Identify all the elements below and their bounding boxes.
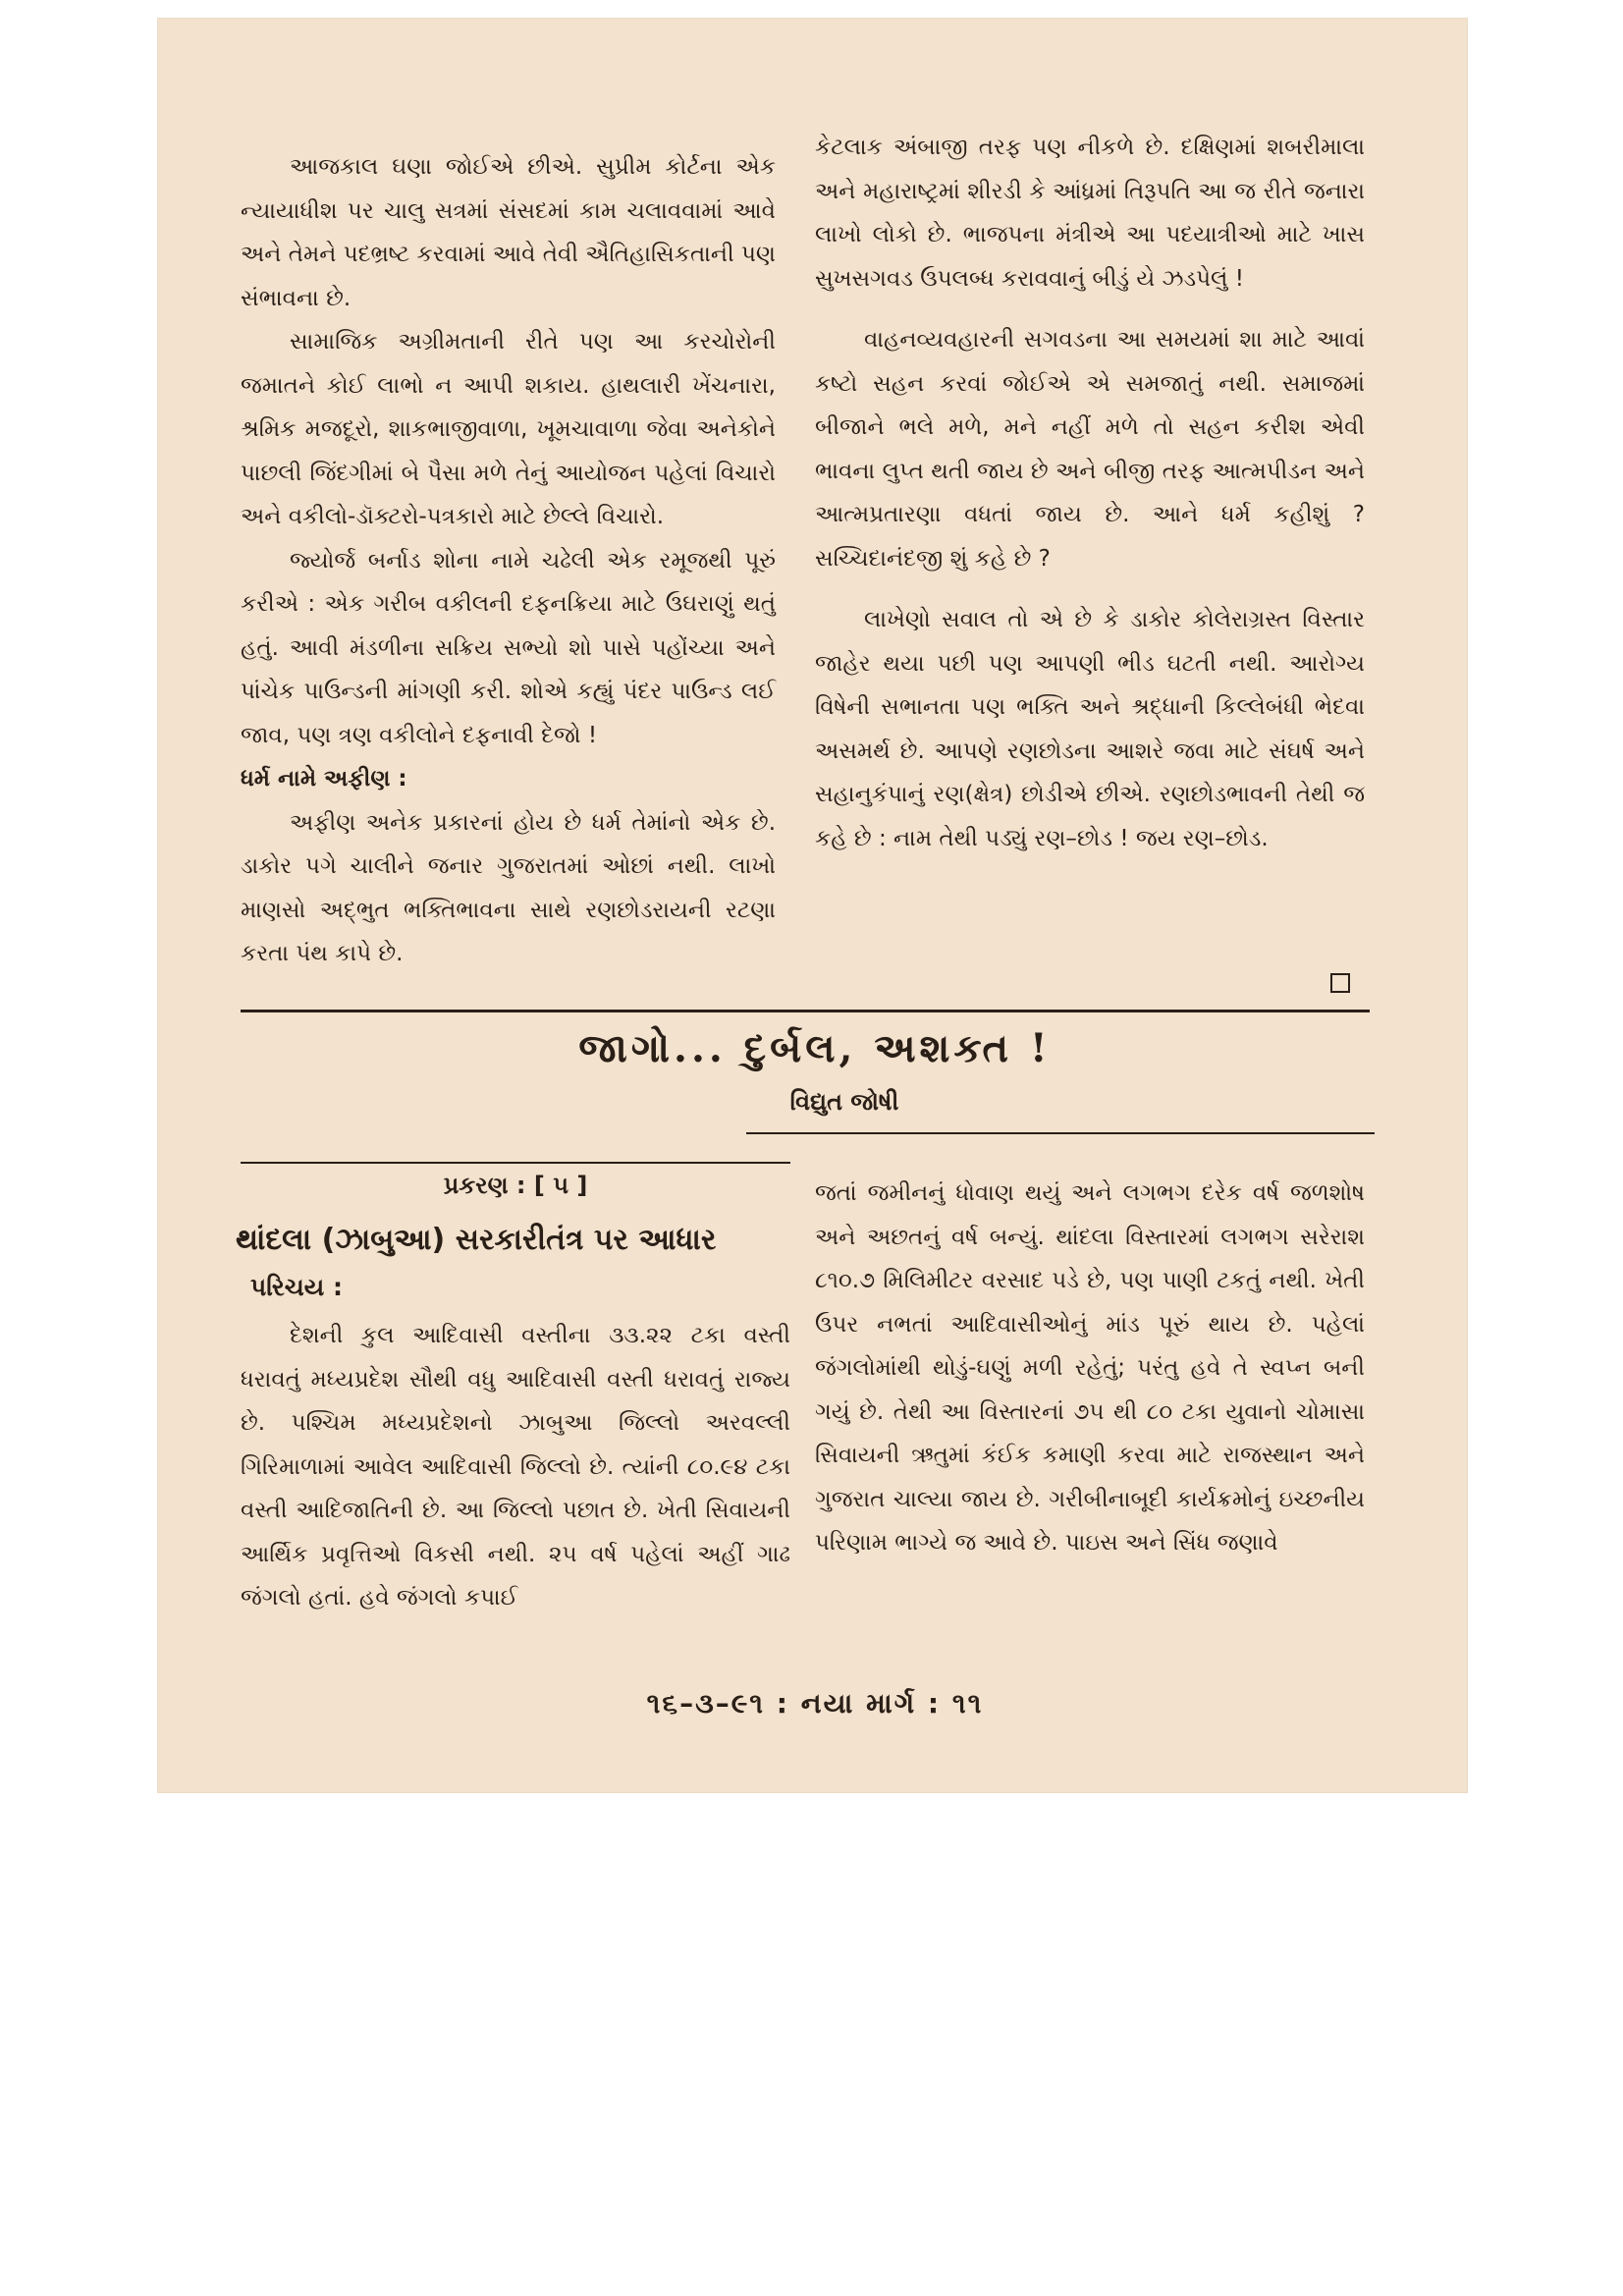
top-left-column [241,145,776,976]
page-footer: ૧૬–૩–૯૧ : નયા માર્ગ : ૧૧ [646,1687,984,1720]
paragraph: અફીણ અનેક પ્રકારનાં હોય છે ધર્મ તેમાંનો એક છે. ડાકોર પગે ચાલીને જનાર ગુજરાતમાં ઓછાં નથી. લાખો માણસો અદ્ભુત ભક્તિભાવના સાથે રણછોડરાયની રટણા કરતા પંથ કાપે છે. [241,809,776,966]
divider-chapter [241,1162,790,1164]
paragraph: આજકાલ ઘણા જોઈએ છીએ. સુપ્રીમ કોર્ટના એક ન્યાયાધીશ પર ચાલુ સત્રમાં સંસદમાં કામ ચલાવવામાં આવે અને તેમને પદભ્રષ્ટ કરવામાં આવે તેવી ઐતિહાસિકતાની પણ સંભાવના છે. [241,154,776,311]
bottom-right-column [815,1172,1365,1565]
article-title: જાગો... દુર્બલ, અશક્ત ! [578,1025,1052,1071]
paragraph: સામાજિક અગ્રીમતાની રીતે પણ આ કરચોરોની જમાતને કોઈ લાભો ન આપી શકાય. હાથલારી ખેંચનારા, શ્રમિક મજદૂરો, શાકભાજીવાળા, ખૂમચાવાળા જેવા અનેકોને પાછલી જિંદગીમાં બે પૈસા મળે તેનું આયોજન પહેલાં વિચારો અને વકીલો-ડૉક્ટરો-પત્રકારો માટે છેલ્લે વિચારો. [241,329,776,529]
paragraph: લાખેણો સવાલ તો એ છે કે ડાકોર કોલેરાગ્રસ્ત વિસ્તાર જાહેર થયા પછી પણ આપણી ભીડ ઘટતી નથી. આરોગ્ય વિષેની સભાનતા પણ ભક્તિ અને શ્રદ્ધાની કિલ્લેબંધી ભેદવા અસમર્થ છે. આપણે રણછોડના આશરે જવા માટે સંઘર્ષ અને સહાનુકંપાનું રણ(ક્ષેત્ર) છોડીએ છીએ. રણછોડભાવની તેથી જ કહે છે : નામ તેથી પડ્યું રણ–છોડ ! જય રણ–છોડ. [815,607,1365,851]
scanned-page [157,18,1468,1793]
intro-label: પરિચય : [250,1273,343,1301]
paragraph: કેટલાક અંબાજી તરફ પણ નીકળે છે. દક્ષિણમાં શબરીમાલા અને મહારાષ્ટ્રમાં શીરડી કે આંધ્રમાં તિરૂપતિ આ જ રીતે જનારા લાખો લોકો છે. ભાજપના મંત્રીએ આ પદયાત્રીઓ માટે ખાસ સુખસગવડ ઉપલબ્ધ કરાવવાનું બીડું યે ઝડપેલું ! [815,135,1365,292]
divider-top [241,1010,1370,1012]
section-heading: ધર્મ નામે અફીણ : [241,766,407,792]
paragraph: વાહનવ્યવહારની સગવડના આ સમયમાં શા માટે આવાં કષ્ટો સહન કરવાં જોઈએ એ સમજાતું નથી. સમાજમાં બીજાને ભલે મળે, મને નહીં મળે તો સહન કરીશ એવી ભાવના લુપ્ત થતી જાય છે અને બીજી તરફ આત્મપીડન અને આત્મપ્રતારણા વધતાં જાય છે. આને ધર્મ કહીશું ? સચ્ચિદાનંદજી શું કહે છે ? [815,327,1365,572]
paragraph: દેશની કુલ આદિવાસી વસ્તીના ૩૩.૨૨ ટકા વસ્તી ધરાવતું મધ્યપ્રદેશ સૌથી વધુ આદિવાસી વસ્તી ધરાવતું રાજ્ય છે. પશ્ચિમ મધ્યપ્રદેશનો ઝાબુઆ જિલ્લો અરવલ્લી ગિરિમાળામાં આવેલ આદિવાસી જિલ્લો છે. ત્યાંની ૮૦.૯૪ ટકા વસ્તી આદિજાતિની છે. આ જિલ્લો પછાત છે. ખેતી સિવાયની આર્થિક પ્રવૃત્તિઓ વિકસી નથી. ૨૫ વર્ષ પહેલાં અહીં ગાઢ જંગલો હતાં. હવે જંગલો કપાઈ [241,1323,790,1611]
bottom-left-column [241,1314,790,1620]
paragraph: જતાં જમીનનું ધોવાણ થયું અને લગભગ દરેક વર્ષ જળશોષ અને અછતનું વર્ષ બન્યું. થાંદલા વિસ્તારમાં લગભગ સરેરાશ ૮૧૦.૭ મિલિમીટર વરસાદ પડે છે, પણ પાણી ટકતું નથી. ખેતી ઉપર નભતાં આદિવાસીઓનું માંડ પૂરું થાય છે. પહેલાં જંગલોમાંથી થોડું-ઘણું મળી રહેતું; પરંતુ હવે તે સ્વપ્ન બની ગયું છે. તેથી આ વિસ્તારનાં ૭૫ થી ૮૦ ટકા યુવાનો ચોમાસા સિવાયની ઋતુમાં કંઈક કમાણી કરવા માટે રાજસ્થાન અને ગુજરાત ચાલ્યા જાય છે. ગરીબીનાબૂદી કાર્યક્રમોનું ઇચ્છનીય પરિણામ ભાગ્યે જ આવે છે. પાઇસ અને સિંધ જણાવે [815,1180,1365,1556]
paragraph: જ્યોર્જ બર્નાડ શોના નામે ચઢેલી એક રમૂજથી પૂરું કરીએ : એક ગરીબ વકીલની દફનક્રિયા માટે ઉઘરાણું થતું હતું. આવી મંડળીના સક્રિય સભ્યો શો પાસે પહોંચ્યા અને પાંચેક પાઉન્ડની માંગણી કરી. શોએ કહ્યું પંદર પાઉન્ડ લઈ જાવ, પણ ત્રણ વકીલોને દફનાવી દેજો ! [241,547,776,748]
top-right-column [815,126,1365,860]
end-mark-box [1330,973,1350,993]
chapter-label: પ્રકરણ : [ ૫ ] [443,1172,588,1199]
article-author: વિદ્યુત જોષી [789,1088,899,1116]
divider-author [746,1132,1375,1134]
chapter-subhead: થાંદલા (ઝાબુઆ) સરકારીતંત્ર પર આધાર [236,1223,717,1257]
